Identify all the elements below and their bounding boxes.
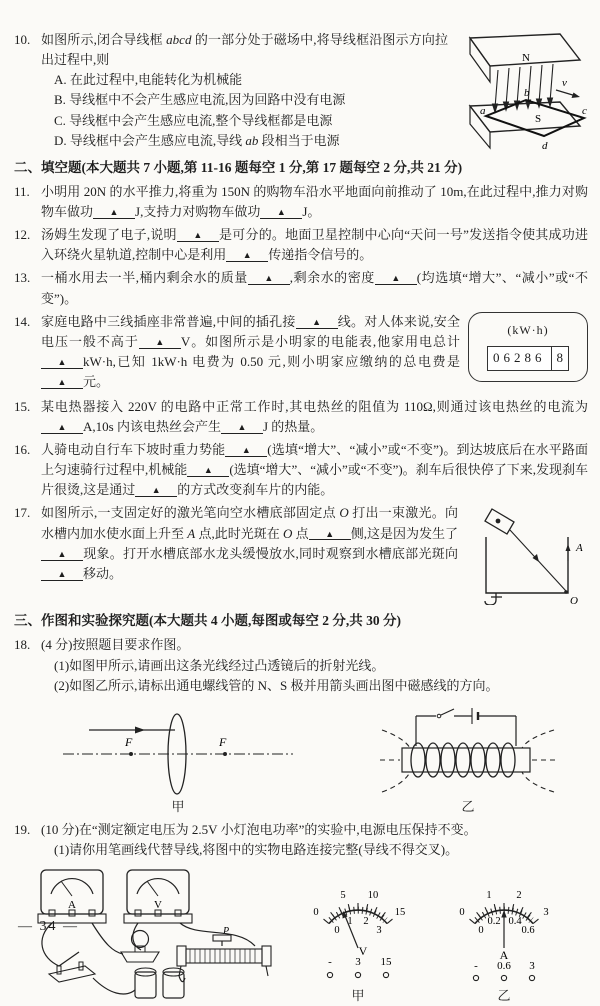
label-d: d xyxy=(542,140,548,152)
answer-blank: ▲ xyxy=(375,273,417,285)
meter-digits-main: 06286 xyxy=(488,347,552,369)
dial-tick-label: 2 xyxy=(516,890,522,902)
text-segment: 人骑电动自行车下坡时重力势能 xyxy=(41,442,226,458)
question-18 xyxy=(14,635,588,817)
section-2-header: 二、填空题(本大题共 7 小题,第 11-16 题每空 1 分,第 17 题每空 2 分,共 21 分) xyxy=(14,160,463,175)
text-segment: ,剩余水的密度 xyxy=(289,270,375,286)
terminal-label: 0.6 xyxy=(497,960,511,973)
dial-unit: V xyxy=(358,944,368,959)
answer-blank: ▲ xyxy=(248,273,290,285)
text-segment: J。 xyxy=(302,204,321,220)
ammeter xyxy=(38,870,106,923)
figure-caption-jia: 甲 xyxy=(171,798,185,814)
question-11 xyxy=(14,182,588,222)
terminal-post xyxy=(355,972,360,977)
text-segment: 的一部分处于磁场中,将导线框沿图示方向拉出过程中,则 xyxy=(41,32,448,68)
dial-tick-label: 3 xyxy=(543,907,549,919)
dial-tick-label: 5 xyxy=(340,890,346,902)
figure-laser-tank xyxy=(466,503,588,605)
figure-magnet-loop xyxy=(456,30,588,152)
text-segment: 如图所示,闭合导线框 xyxy=(41,32,167,47)
label-c: c xyxy=(582,105,587,117)
answer-blank: ▲ xyxy=(260,207,302,219)
answer-blank: ▲ xyxy=(225,445,267,457)
question-body xyxy=(41,225,588,265)
answer-blank: ▲ xyxy=(93,207,135,219)
question-body xyxy=(41,397,588,437)
meter-unit-label: (kW·h) xyxy=(507,322,549,337)
question-19 xyxy=(14,820,588,1006)
question-number: 19. xyxy=(14,821,31,837)
terminal-post xyxy=(529,975,534,980)
dial-tick-label: 1 xyxy=(347,916,353,928)
text-segment: 汤姆生发现了电子,说明 xyxy=(41,227,177,243)
page-number: — 34 — xyxy=(18,919,79,935)
dial-tick-label: 0 xyxy=(478,925,484,937)
figure-energy-meter xyxy=(468,312,588,382)
dial-caption-yi: 乙 xyxy=(497,988,511,1004)
question-number: 12. xyxy=(14,227,31,243)
text-segment: 如图所示,一支固定好的激光笔向空水槽底部固定点 xyxy=(41,505,340,521)
ammeter-label: A xyxy=(68,899,76,912)
label-point-o: O xyxy=(570,595,578,606)
text-segment: (均选填“增大”、“减小”或“不变”)。 xyxy=(41,270,588,306)
text-segment: 元。 xyxy=(83,374,110,390)
dial-tick-label: 10 xyxy=(367,890,379,902)
answer-blank: ▲ xyxy=(135,485,177,497)
text-segment: 一桶水用去一半,桶内剩余水的质量 xyxy=(41,270,248,286)
question-number: 13. xyxy=(14,270,31,286)
question-number: 18. xyxy=(14,637,31,653)
question-number: 14. xyxy=(14,313,31,329)
ammeter-dial xyxy=(431,867,577,985)
text-segment: 传递指令信号的。 xyxy=(268,247,373,263)
question-number: 17. xyxy=(14,505,31,521)
meter-digits xyxy=(487,346,569,370)
text-segment: 家庭电路中三线插座非常普遍,中间的插孔接 xyxy=(41,313,296,329)
text-segment: 的方式改变刹车片的内能。 xyxy=(177,482,334,498)
text-segment: 打出一束激光。向水槽内加水使水面上升至 xyxy=(41,505,458,541)
text-segment: J,支持力对购物车做功 xyxy=(135,204,261,220)
dial-tick-label: 0.2 xyxy=(487,916,501,928)
terminal-post xyxy=(383,972,388,977)
dial-tick-label: 0 xyxy=(334,925,340,937)
voltmeter-dial xyxy=(285,867,431,985)
question-12 xyxy=(14,225,588,265)
dial-tick-label: 0.4 xyxy=(508,916,522,928)
question-15 xyxy=(14,397,588,437)
part-1 xyxy=(41,840,588,860)
answer-blank: ▲ xyxy=(139,337,181,349)
text-segment: (4 分)按照题目要求作图。 xyxy=(41,637,190,653)
text-segment: 是可分的。地面卫星控制中心向“天问一号”发送指令使其成功进入环绕火星轨道,控制中心是利用 xyxy=(41,227,588,263)
label-a: a xyxy=(480,105,486,117)
dial-caption-jia: 甲 xyxy=(351,988,365,1004)
voltmeter-label: V xyxy=(154,899,162,912)
text-segment: C. 导线框中会产生感应电流,整个导线框都是电源 xyxy=(54,112,333,128)
question-number: 16. xyxy=(14,442,31,458)
text-segment: 点 xyxy=(292,525,309,541)
magnet-loop-diagram xyxy=(456,30,588,152)
label-north-pole: N xyxy=(522,52,530,64)
dial-tick-label: 0 xyxy=(459,907,465,919)
label-point-a: A xyxy=(576,542,583,555)
solenoid-diagram xyxy=(376,702,560,796)
dial-tick-label: 3 xyxy=(376,925,382,937)
text-segment: abcd xyxy=(166,32,192,47)
terminal-label: 3 xyxy=(355,956,361,969)
terminal-label: - xyxy=(474,960,478,973)
question-14 xyxy=(14,312,588,394)
label-focus-left: F xyxy=(125,734,133,749)
text-segment: ab xyxy=(245,132,259,148)
section-3-header: 三、作图和实验探究题(本大题共 4 小题,每图或每空 2 分,共 30 分) xyxy=(14,613,401,629)
dial-tick-label: 0.6 xyxy=(521,925,535,937)
answer-blank: ▲ xyxy=(41,549,83,561)
answer-blank: ▲ xyxy=(41,422,83,434)
text-segment: 段相当于电源 xyxy=(258,132,340,148)
answer-blank: ▲ xyxy=(41,357,83,369)
voltmeter xyxy=(124,870,192,923)
text-segment: O xyxy=(283,525,293,541)
answer-blank: ▲ xyxy=(309,529,351,541)
figure-solenoid xyxy=(376,702,560,817)
answer-blank: ▲ xyxy=(41,377,83,389)
terminal-label: 3 xyxy=(529,960,535,973)
label-south-pole: S xyxy=(534,113,542,125)
text-segment: (选填“增大”、“减小”或“不变”)。刹车后很快停了下来,发现刹车片很烫,这是通过 xyxy=(41,462,588,498)
question-body xyxy=(41,182,588,222)
answer-blank: ▲ xyxy=(41,569,83,581)
question-13 xyxy=(14,268,588,308)
text-segment: A,10s 内该电热丝会产生 xyxy=(83,418,221,434)
label-b: b xyxy=(524,87,530,99)
laser-tank-diagram xyxy=(466,503,588,605)
text-segment: (1)请你用笔画线代替导线,将图中的实物电路连接完整(导线不得交叉)。 xyxy=(54,842,459,858)
dial-tick-label: 0 xyxy=(313,907,319,919)
text-segment: A xyxy=(187,525,196,541)
text-segment: 移动。 xyxy=(83,565,123,581)
battery-cells xyxy=(135,968,184,998)
answer-blank: ▲ xyxy=(296,317,338,329)
text-segment: O xyxy=(339,505,349,521)
meter-digit-last: 8 xyxy=(556,350,563,366)
question-16 xyxy=(14,440,588,500)
dial-tick-label: 1 xyxy=(486,890,492,902)
question-body xyxy=(41,440,588,500)
dial-tick-label: 15 xyxy=(394,907,406,919)
question-intro xyxy=(41,820,588,840)
question-number: 11. xyxy=(14,183,30,199)
part-2 xyxy=(41,676,588,696)
text-segment: (2)如图乙所示,请标出通电螺线管的 N、S 极并用箭头画出图中磁感线的方向。 xyxy=(54,677,499,693)
text-segment: 线。对人体来说,安全电压一般不高于 xyxy=(41,313,460,349)
switch xyxy=(49,952,95,982)
text-segment: 侧,这是因为发生了 xyxy=(350,525,458,541)
answer-blank: ▲ xyxy=(177,230,219,242)
text-segment: D. 导线框中会产生感应电流,导线 xyxy=(54,132,246,148)
slider-label: P xyxy=(223,926,230,938)
question-intro xyxy=(41,635,588,655)
text-segment: (10 分)在“测定额定电压为 2.5V 小灯泡电功率”的实验中,电源电压保持不变。 xyxy=(41,821,477,837)
figure-ammeter-dial xyxy=(431,867,577,1006)
terminal-label: - xyxy=(328,956,332,969)
question-17 xyxy=(14,503,588,607)
question-number: 10. xyxy=(14,32,31,47)
dial-unit: A xyxy=(499,948,509,963)
answer-blank: ▲ xyxy=(226,250,268,262)
text-segment: A. 在此过程中,电能转化为机械能 xyxy=(54,72,243,88)
text-segment: kW·h,已知 1kW·h 电费为 0.50 元,则小明家应缴纳的总电费是 xyxy=(83,354,460,370)
text-segment: 小明用 20N 的水平推力,将重为 150N 的购物车沿水平地面向前推动了 10m,在此过程中,推力对购物车做功 xyxy=(41,183,588,220)
question-number: 15. xyxy=(14,398,31,414)
figure-voltmeter-dial xyxy=(285,867,431,1006)
part-1 xyxy=(41,656,588,676)
terminal-post xyxy=(501,975,506,980)
label-focus-right: F xyxy=(219,734,227,749)
lens-diagram xyxy=(59,704,297,796)
dial-tick-label: 2 xyxy=(363,916,369,928)
terminal-post xyxy=(327,972,332,977)
lamp xyxy=(121,931,159,963)
question-body xyxy=(41,268,588,308)
terminal-post xyxy=(473,975,478,980)
answer-blank: ▲ xyxy=(187,465,229,477)
figure-caption-yi: 乙 xyxy=(461,798,475,814)
text-segment: (选填“增大”、“减小”或“不变”)。到达坡底后在水平路面上匀速骑行过程中,机械能 xyxy=(41,442,588,478)
question-10 xyxy=(14,30,588,154)
text-segment: 某电热器接入 220V 的电路中正常工作时,其电热丝的阻值为 110Ω,则通过该电热丝的电流为 xyxy=(41,398,588,414)
terminal-label: 15 xyxy=(380,956,392,969)
label-v: v xyxy=(562,77,567,89)
answer-blank: ▲ xyxy=(221,422,263,434)
text-segment: V。如图所示是小明家的电能表,他家用电总计 xyxy=(180,333,460,349)
text-segment: J 的热量。 xyxy=(262,418,324,434)
text-segment: (1)如图甲所示,请画出这条光线经过凸透镜后的折射光线。 xyxy=(54,657,385,673)
figure-lens xyxy=(59,704,297,817)
text-segment: 现象。打开水槽底部水龙头缓慢放水,同时观察到水槽底部光斑向 xyxy=(83,545,458,561)
text-segment: B. 导线框中不会产生感应电流,因为回路中没有电源 xyxy=(54,92,346,108)
text-segment: 点,此时光斑在 xyxy=(195,525,284,541)
